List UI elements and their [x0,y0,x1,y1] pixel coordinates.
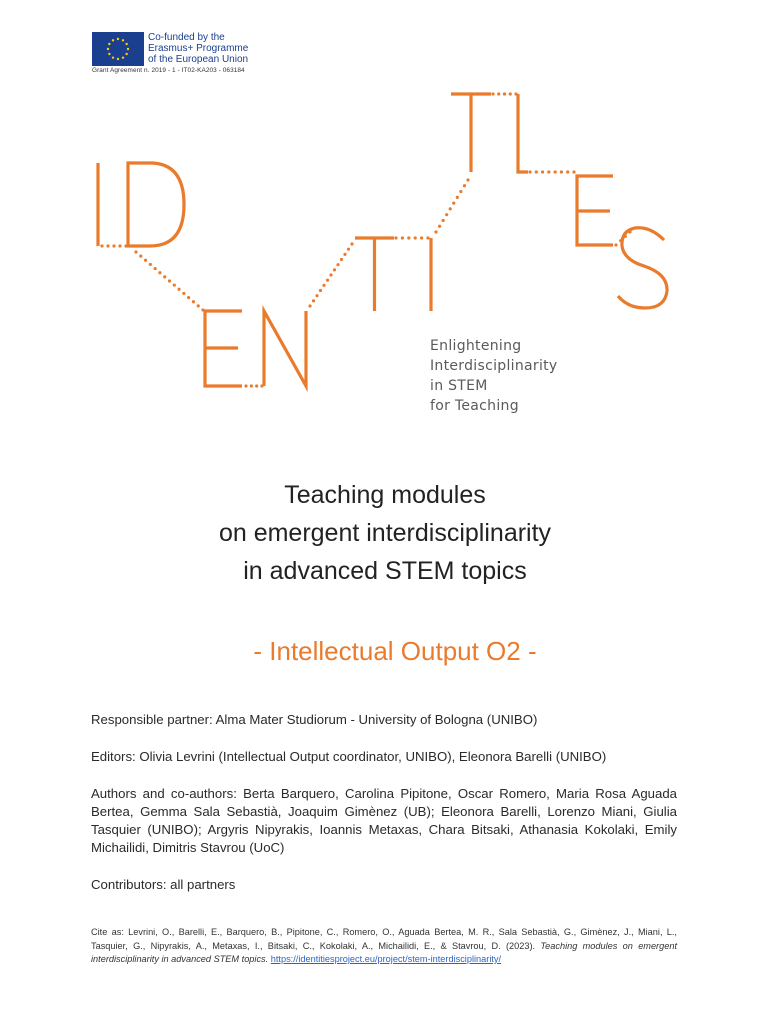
logo-dot [401,236,404,239]
logo-letter-l [518,94,528,172]
citation [91,926,677,967]
logo-dot [149,263,152,266]
title-line-3: in advanced STEM topics [243,557,527,585]
identities-logo [0,0,770,440]
logo-dot [491,92,494,95]
logo-dot [336,263,339,266]
logo-dot [528,170,531,173]
logo-dot [168,279,171,282]
logo-dot [312,299,315,302]
logo-dot [442,219,445,222]
logo-dot [407,236,410,239]
title-line-2: on emergent interdisciplinarity [218,519,552,547]
logo-dot [624,235,627,238]
logo-dot [619,239,622,242]
logo-dot [112,244,115,247]
logo-dot [201,308,204,311]
logo-dot [456,196,459,199]
logo-dot [173,284,176,287]
title-line-1: Teaching modules [284,481,486,509]
logo-dot [572,170,575,173]
eu-line-3: of the European Union [148,54,249,65]
logo-dot [134,250,137,253]
logo-dot [394,236,397,239]
logo-dot [100,244,103,247]
logo-dot [158,271,161,274]
logo-dot [255,384,258,387]
logo-dot [420,236,423,239]
logo-dot [434,230,437,233]
logo-letter-n [264,311,306,386]
logo-dot [326,279,329,282]
logo-dot [503,92,506,95]
logo-dot [144,259,147,262]
logo-dot [244,384,247,387]
logo-dot [197,304,200,307]
logo-dot [329,273,332,276]
logo-dot [124,244,127,247]
tagline-line-3: in STEM [430,378,488,394]
logo-dot [322,284,325,287]
logo-dot [541,170,544,173]
logo-dot [187,296,190,299]
tagline-line-2: Interdisciplinarity [430,358,558,374]
logo-letter-t-1 [355,238,394,311]
logo-dot [182,292,185,295]
logo-dot [535,170,538,173]
logo-dot [459,190,462,193]
logo-dot [333,268,336,271]
logo-dot [319,289,322,292]
contributors: Contributors: all partners [91,877,236,892]
editors: Editors: Olivia Levrini (Intellectual Output coordinator, UNIBO), Eleonora Barelli (UNIBO) [91,749,607,764]
logo-dot [560,170,563,173]
logo-letter-s [618,228,667,308]
logo-dot [554,170,557,173]
logo-dot [547,170,550,173]
logo-dot [466,178,469,181]
logo-dot [177,288,180,291]
logo-dot [250,384,253,387]
logo-letter-d [128,163,184,246]
logo-dot [308,304,311,307]
logo-dot [154,267,157,270]
eu-line-2: Erasmus+ Programme [148,43,249,54]
logo-dot [463,184,466,187]
credits-section [91,711,677,894]
logo-dot [350,242,353,245]
logo-letter-t-2 [451,94,491,172]
logo-dot [628,230,631,233]
citation-title: Teaching modules on emergent interdisciplinarity in advanced STEM topics. [91,940,678,964]
logo-dot [514,92,517,95]
logo-dot [509,92,512,95]
logo-dot [449,207,452,210]
logo-dot [118,244,121,247]
logo-dot [614,243,617,246]
logo-dot [414,236,417,239]
eu-line-1: Co-funded by the [148,32,225,43]
tagline-line-4: for Teaching [430,398,519,414]
tagline-line-1: Enlightening [430,338,522,354]
logo-dot [192,300,195,303]
logo-dot [106,244,109,247]
authors: Authors and co-authors: Berta Barquero, Carolina Pipitone, Oscar Romero, Maria Rosa Aguada Bertea, Gemma Sala Sebastià, Joaquim Gimènez (UB); Eleonora Barelli, Lorenzo Miani, Giulia Tasquier (UNIBO); Argyris Nipyrakis, Ioannis Metaxas, Chara Bitsaki, Athanasia Kokolaki, Emily Michailidi, Dimitris Stavrou (UoC) [91,786,677,855]
grant-agreement-number: Grant Agreement n. 2019 - 1 - IT02-KA203 - 063184 [92,67,245,74]
logo-dot [139,255,142,258]
logo-dot [315,294,318,297]
intellectual-output-label: - Intellectual Output O2 - [253,636,537,666]
document-title [0,476,770,590]
logo-letter-e-1 [205,311,242,386]
logo-dot [497,92,500,95]
logo-dot [438,225,441,228]
logo-dot [426,236,429,239]
logo-letter-e-2 [577,176,613,245]
citation-text: Cite as: Levrini, O., Barelli, E., Barquero, B., Pipitone, C., Romero, O., Aguada Bertea, M. R., Sala Sebastià, G., Gimènez, J., Miani, L., Tasquier, G., Nipyrakis, A., Metaxas, I., Bitsaki, C., Kokolaki, A., Michailidi, E., & Stavrou, D. (2023). [91,927,677,951]
logo-dot [452,202,455,205]
logo-dot [347,248,350,251]
logo-tagline [430,336,558,416]
logo-dot [163,275,166,278]
citation-link[interactable]: https://identitiesproject.eu/project/stem-interdisciplinarity/ [270,954,502,964]
logo-dot [260,384,263,387]
logo-dot [566,170,569,173]
responsible-partner: Responsible partner: Alma Mater Studiorum - University of Bologna (UNIBO) [91,712,538,727]
logo-dot [343,253,346,256]
logo-dot [340,258,343,261]
logo-dot [445,213,448,216]
